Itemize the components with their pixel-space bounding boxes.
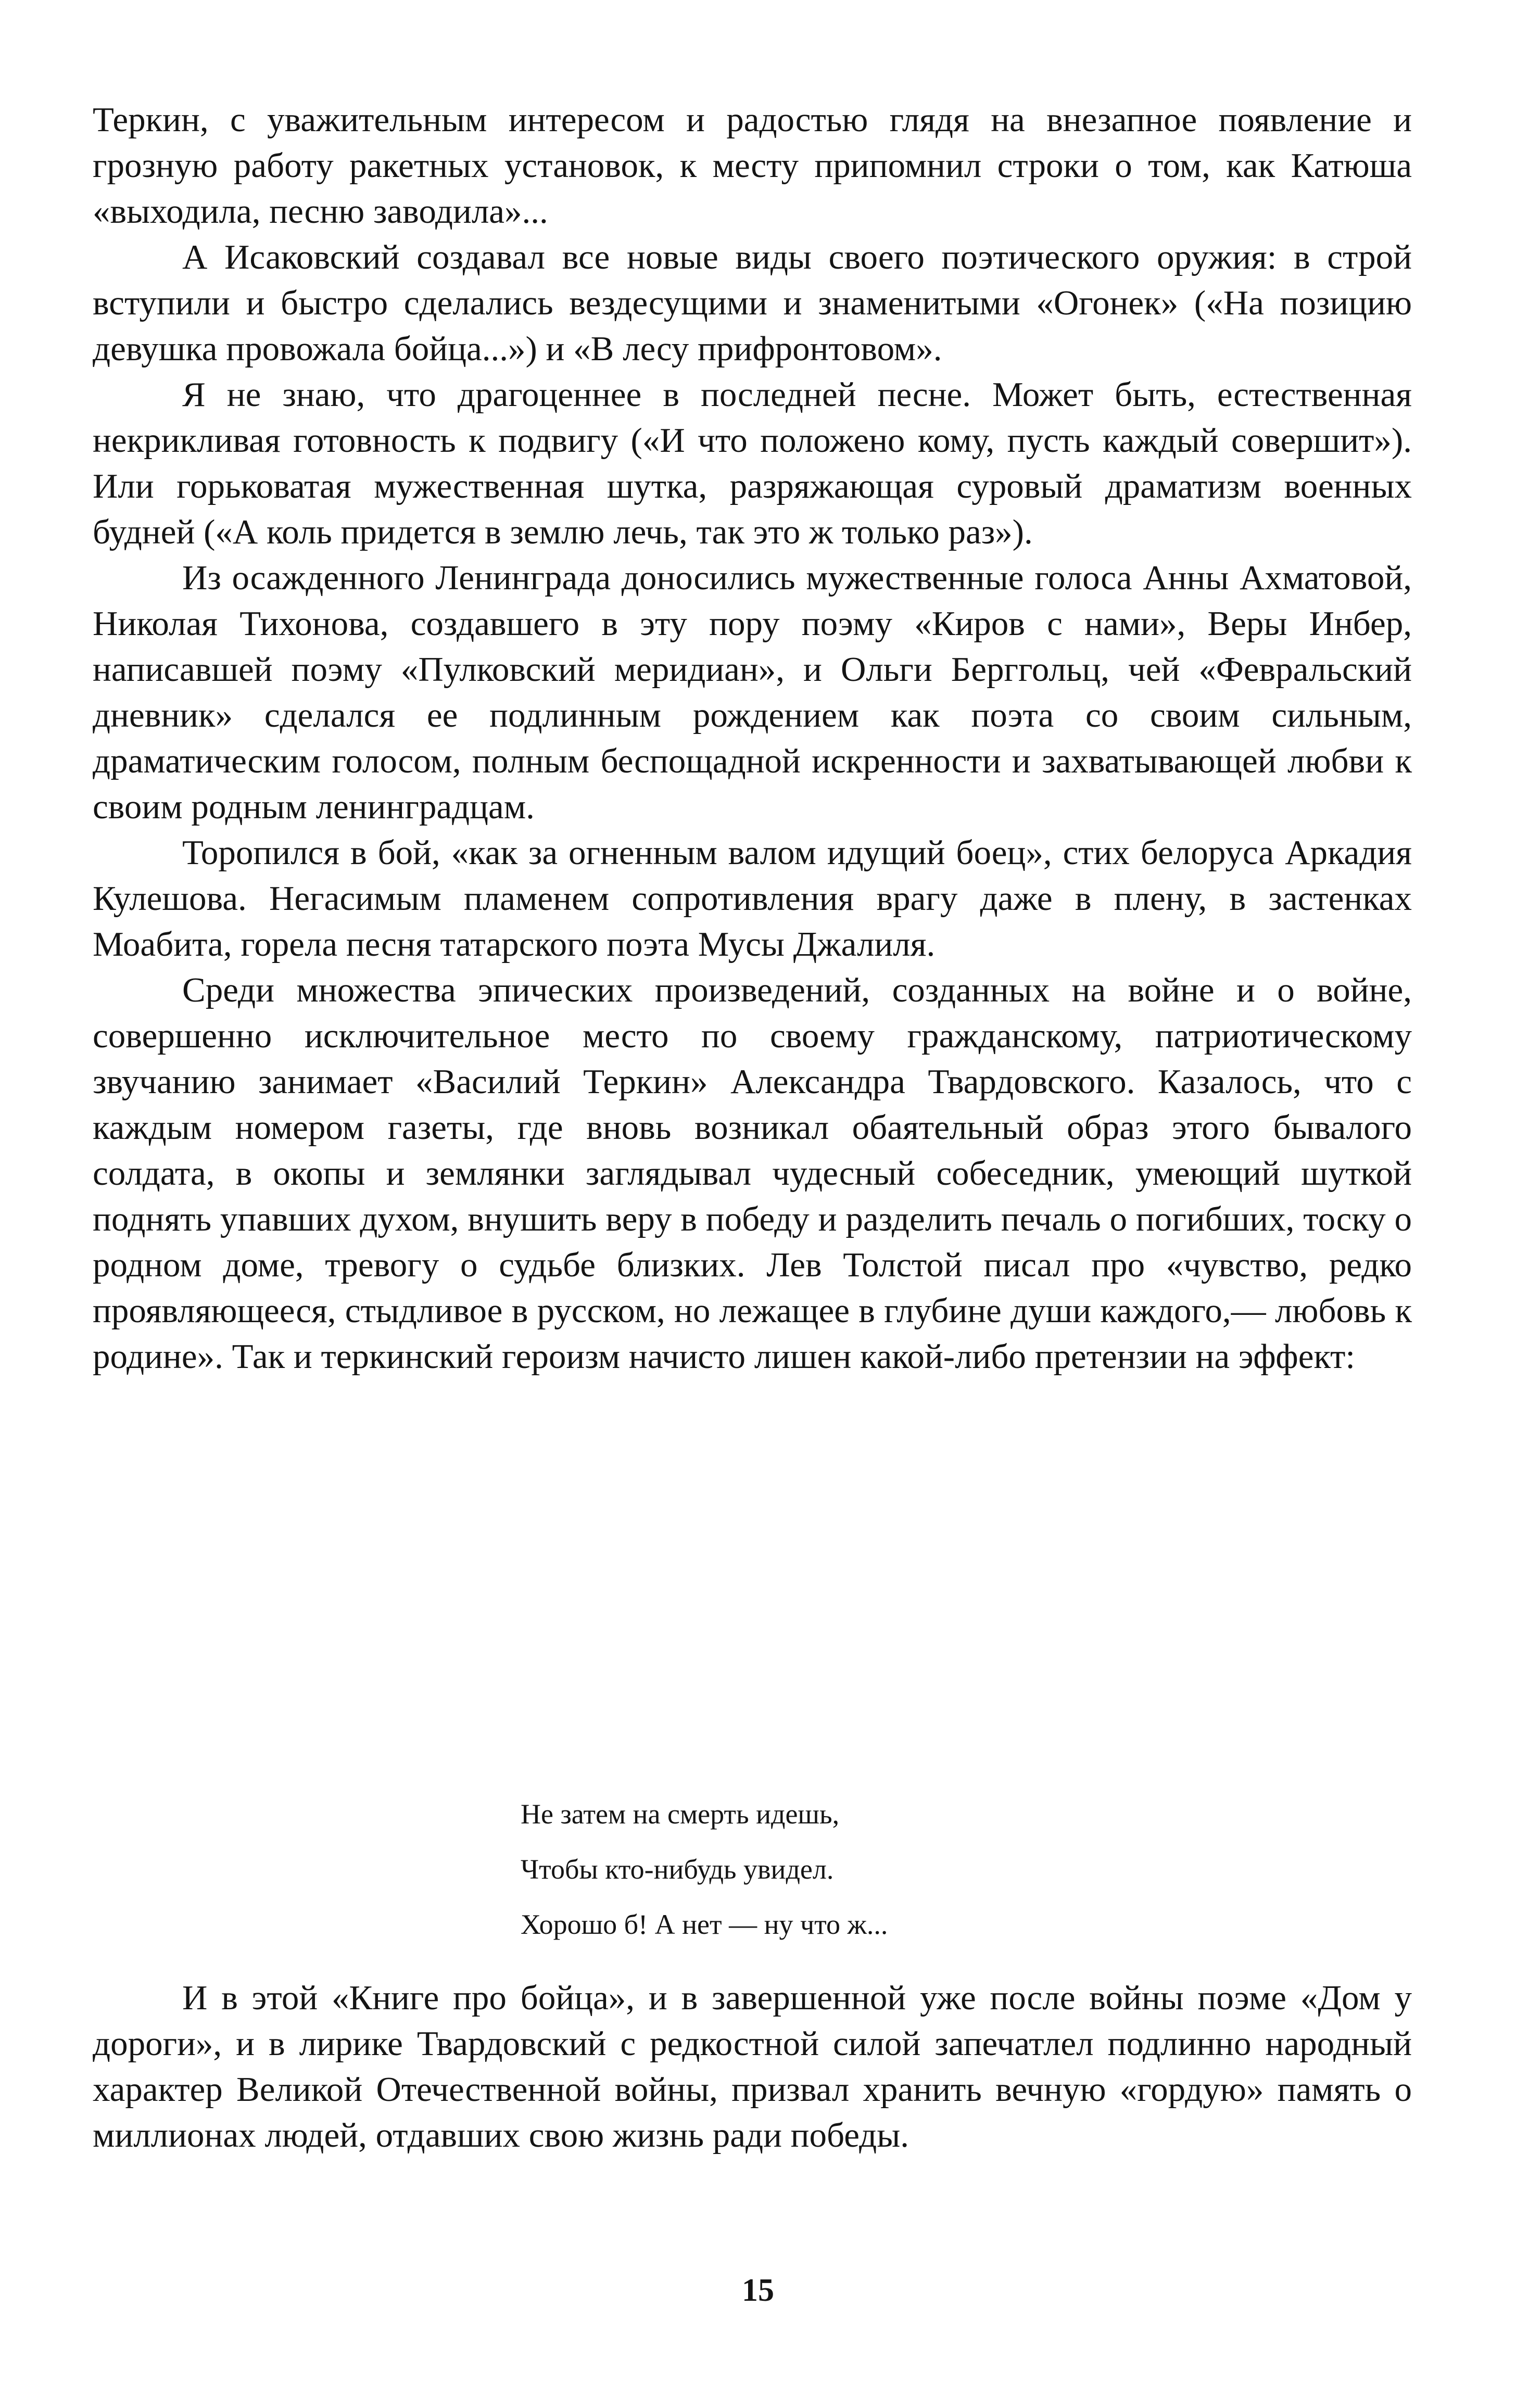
paragraph: Из осажденного Ленинграда доносились мужественные голоса Анны Ахматовой, Николая Тихонова, создавшего в эту пору поэму «Киров с нами», Веры Инбер, написавшей поэму «Пулковский меридиан», и Ольги Берггольц, чей «Февральский дневник» сделался ее подлинным рождением как поэта со своим сильным, драматическим голосом, полным беспощадной искренности и захватывающей любви к своим родным ленинградцам.	[93, 559, 1412, 826]
paragraph: Я не знаю, что драгоценнее в последней песне. Может быть, естественная некрикливая готовность к подвигу («И что положено кому, пусть каждый совершит»). Или горьковатая мужественная шутка, разряжающая суровый драматизм военных будней («А коль придется в землю лечь, так это ж только раз»).	[93, 375, 1412, 551]
verse-line: Хорошо б! А нет — ну что ж...	[521, 1909, 888, 1940]
verse-line: Чтобы кто-нибудь увидел.	[521, 1854, 834, 1885]
page-number: 15	[742, 2273, 774, 2308]
paragraph: И в этой «Книге про бойца», и в завершенной уже после войны поэме «Дом у дороги», и в лирике Твардовский с редкостной силой запечатлел подлинно народный характер Великой Отечественной войны, призвал хранить вечную «гордую» память о миллионах людей, отдавших свою жизнь ради победы.	[93, 1979, 1412, 2154]
paragraph: А Исаковский создавал все новые виды своего поэтического оружия: в строй вступили и быстро сделались вездесущими и знаменитыми «Огонек» («На позицию девушка провожала бойца...») и «В лесу прифронтовом».	[93, 238, 1412, 368]
verse-line: Не затем на смерть идешь,	[521, 1798, 840, 1830]
paragraph-continuation: Теркин, с уважительным интересом и радостью глядя на внезапное появление и грозную работу ракетных установок, к месту припомнил строки о том, как Катюша «выходила, песню заводила»...	[93, 100, 1412, 231]
main-text	[93, 97, 1412, 1379]
verse-quote	[521, 1786, 1145, 1952]
closing-text	[93, 1975, 1412, 2158]
paragraph: Торопился в бой, «как за огненным валом идущий боец», стих белоруса Аркадия Кулешова. Негасимым пламенем сопротивления врагу даже в плену, в застенках Моабита, горела песня татарского поэта Мусы Джалиля.	[93, 833, 1412, 964]
paragraph: Среди множества эпических произведений, созданных на войне и о войне, совершенно исключительное место по своему гражданскому, патриотическому звучанию занимает «Василий Теркин» Александра Твардовского. Казалось, что с каждым номером газеты, где вновь возникал обаятельный образ этого бывалого солдата, в окопы и землянки заглядывал чудесный собеседник, умеющий шуткой поднять упавших духом, внушить веру в победу и разделить печаль о погибших, тоску о родном доме, тревогу о судьбе близких. Лев Толстой писал про «чувство, редко проявляющееся, стыдливое в русском, но лежащее в глубине души каждого,— любовь к родине». Так и теркинский героизм начисто лишен какой-либо претензии на эффект:	[93, 971, 1412, 1376]
